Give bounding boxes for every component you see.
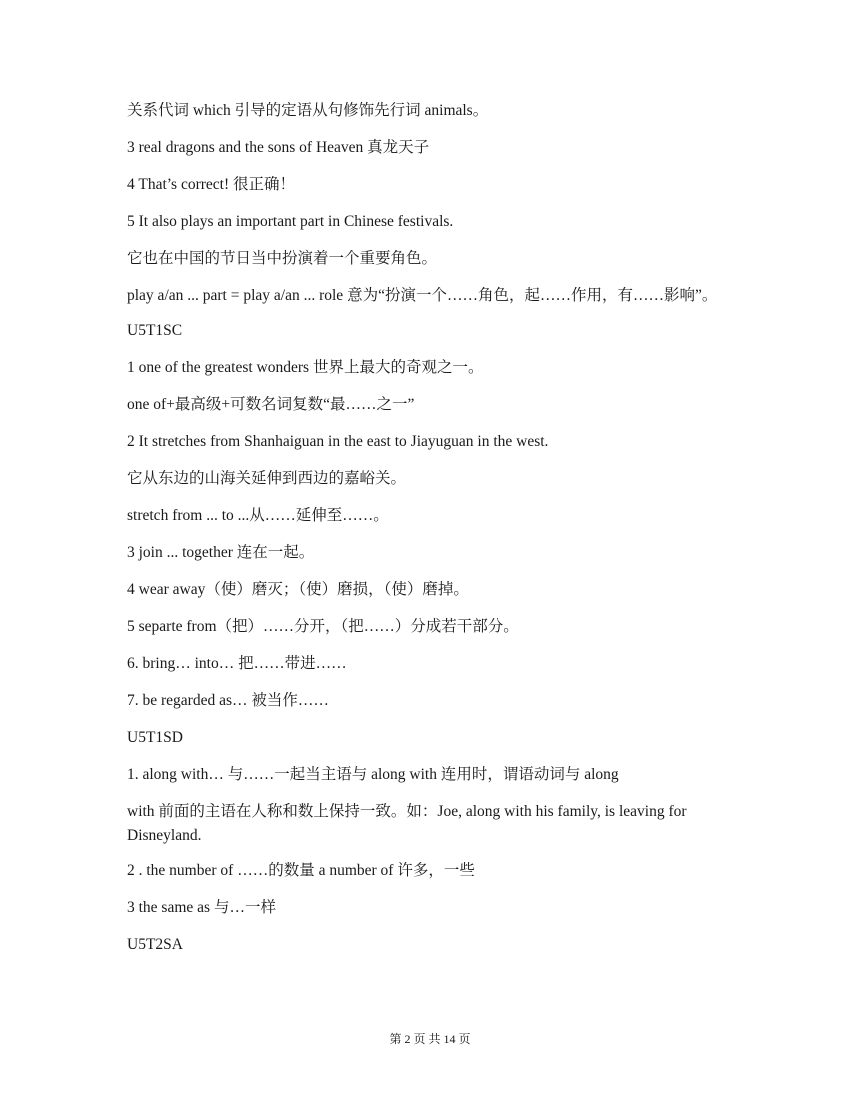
paragraph-6: play a/an ... part = play a/an ... role 意为“扮演一个……角色，起……作用，有……影响”。: [127, 287, 718, 304]
paragraph-22: 3 the same as 与…一样: [127, 899, 276, 916]
paragraph-4: 5 It also plays an important part in Chinese festivals.: [127, 213, 454, 230]
paragraph-19: 1. along with… 与……一起当主语与 along with 连用时，谓语动词与 along: [127, 766, 619, 783]
paragraph-15: 5 separte from（把）……分开，（把……）分成若干部分。: [127, 618, 519, 635]
paragraph-3: 4 That’s correct! 很正确！: [127, 176, 296, 193]
paragraph-10: 2 It stretches from Shanhaiguan in the east to Jiayuguan in the west.: [127, 433, 549, 450]
paragraph-1: 关系代词 which 引导的定语从句修饰先行词 animals。: [127, 102, 489, 119]
paragraph-5: 它也在中国的节日当中扮演着一个重要角色。: [127, 250, 438, 267]
paragraph-9: one of+最高级+可数名词复数“最……之一”: [127, 396, 415, 413]
paragraph-2: 3 real dragons and the sons of Heaven 真龙天子: [127, 139, 430, 156]
paragraph-21: 2 . the number of ……的数量 a number of 许多，一些: [127, 862, 475, 879]
page-footer: 第 2 页 共 14 页: [389, 1032, 471, 1046]
paragraph-13: 3 join ... together 连在一起。: [127, 544, 315, 561]
section-heading-u5t1sc: U5T1SC: [127, 322, 183, 339]
document-body: [127, 99, 727, 957]
paragraph-8: 1 one of the greatest wonders 世界上最大的奇观之一。: [127, 359, 484, 376]
paragraph-17: 7. be regarded as… 被当作……: [127, 692, 329, 709]
paragraph-11: 它从东边的山海关延伸到西边的嘉峪关。: [127, 470, 407, 487]
section-heading-u5t1sd: U5T1SD: [127, 729, 183, 746]
section-heading-u5t2sa: U5T2SA: [127, 936, 183, 953]
paragraph-20: with 前面的主语在人称和数上保持一致。如：Joe, along with his family, is leaving for Disneyland.: [127, 803, 687, 844]
paragraph-16: 6. bring… into… 把……带进……: [127, 655, 347, 672]
paragraph-14: 4 wear away（使）磨灭；（使）磨损，（使）磨掉。: [127, 581, 469, 598]
paragraph-12: stretch from ... to ...从……延伸至……。: [127, 507, 389, 524]
